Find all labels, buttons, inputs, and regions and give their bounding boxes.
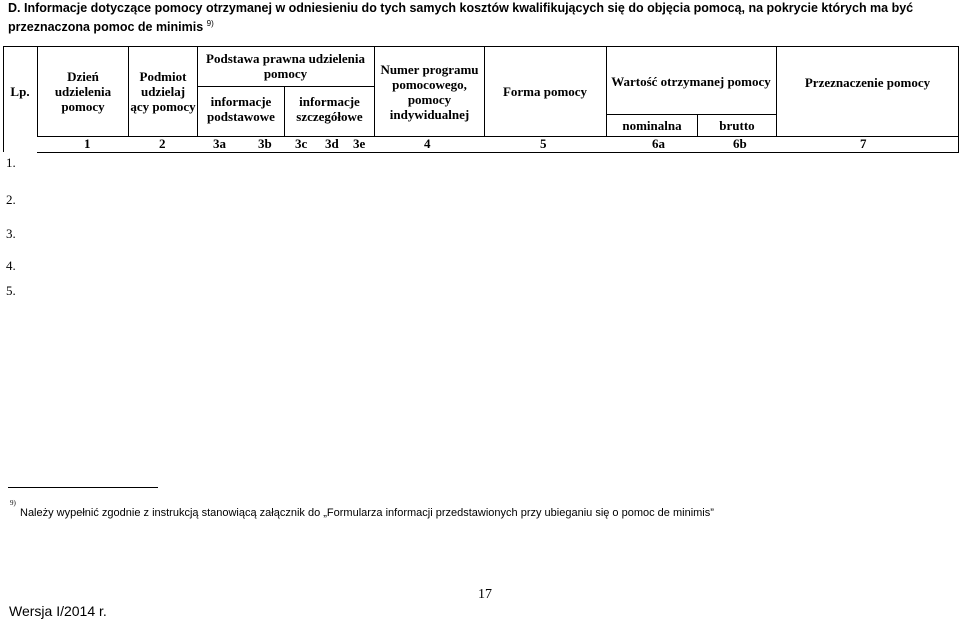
header-numer: Numer programu pomocowego, pomocy indywidualnej [380,61,479,122]
header-przeznaczenie: Przeznaczenie pomocy [804,74,931,90]
colnum-3b: 3b [258,136,272,151]
title-footnote-ref: 9) [206,19,214,28]
header-podstawa-inf-szczeg: informacje szczegółowe [296,94,363,124]
lp-separator [37,46,38,136]
header-wartosc: Wartość otrzymanej pomocy [611,73,771,89]
row-label-5: 5. [6,283,16,298]
header-podstawa: Podstawa prawna udzielenia pomocy [206,51,365,81]
colnum-4: 4 [424,136,431,151]
colnum-3c: 3c [295,136,308,151]
col-sep-1 [128,46,129,136]
page-number: 17 [478,587,492,602]
header-lp: Lp. [10,84,30,99]
numbers-bottom-line [37,152,959,153]
row-label-1: 1. [6,155,16,170]
section-title [8,0,958,35]
footnote-rule [8,487,158,488]
colnum-3d: 3d [325,136,339,151]
header-podmiot: Podmiot udzielaj ący pomocy [130,69,196,114]
row-label-2: 2. [6,192,16,207]
colnum-3a: 3a [213,136,226,151]
colnum-5: 5 [540,136,547,151]
row-label-3: 3. [6,226,16,241]
version-label: Wersja I/2014 r. [9,603,107,619]
colnum-6a: 6a [652,136,665,151]
colnum-7: 7 [860,136,867,151]
colnum-2: 2 [159,136,166,151]
footnote-marker: 9) [10,499,16,507]
row-label-4: 4. [6,258,16,273]
col-sep-4 [374,46,375,136]
colnum-6b: 6b [733,136,747,151]
footnote-text: Należy wypełnić zgodnie z instrukcją stanowiącą załącznik do „Formularza informacji przedstawionych przy ubieganiu się o pomoc de minimis” [20,507,714,519]
header-dzien: Dzień udzielenia pomocy [54,69,112,114]
header-nominalna: nominalna [622,117,682,133]
header-brutto: brutto [719,117,755,133]
header-forma: Forma pomocy [502,84,588,99]
header-bottom-line [37,136,959,137]
podstawa-sub-line [197,86,374,87]
colnum-3e: 3e [353,136,366,151]
section-title-text: D. Informacje dotyczące pomocy otrzymanej w odniesieniu do tych samych kosztów kwalifikujących się do objęcia pomocą, na pokrycie których ma być przeznaczona pomoc de minimis [8,1,914,35]
header-podstawa-inf-podst: informacje podstawowe [207,94,275,124]
colnum-1: 1 [84,136,91,151]
